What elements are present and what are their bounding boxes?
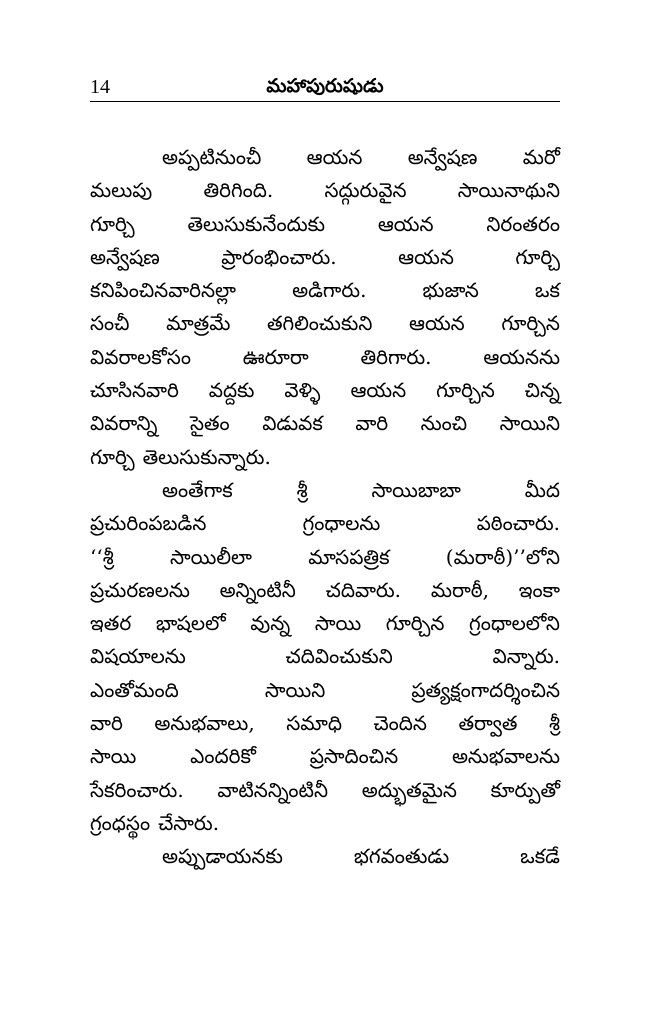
word: తగిలించుకుని bbox=[267, 311, 373, 336]
word: ఎందరికో bbox=[190, 744, 256, 769]
word: తిరిగింది. bbox=[203, 178, 274, 203]
word: శ్రీ bbox=[296, 477, 308, 502]
word: చదివించుకుని bbox=[285, 644, 393, 669]
word: గూర్చి bbox=[90, 444, 135, 469]
text-line bbox=[90, 507, 560, 540]
word: సేకరించారు. bbox=[90, 777, 184, 802]
word: విడువక bbox=[262, 411, 323, 436]
word: చెందిన bbox=[373, 711, 427, 736]
text-line bbox=[90, 341, 560, 374]
word: భాషలలో bbox=[155, 611, 226, 636]
word: ఆయన bbox=[377, 211, 434, 236]
word: భుజాన bbox=[422, 278, 479, 303]
word: ప్రచురింపబడిన bbox=[90, 511, 207, 536]
text-line bbox=[90, 541, 560, 574]
word: గ్రంధస్థం bbox=[90, 810, 151, 835]
text-line bbox=[90, 707, 560, 740]
word: వెళ్ళి bbox=[284, 378, 321, 403]
text-line bbox=[90, 441, 560, 474]
word: అన్వేషణ bbox=[407, 145, 478, 169]
word: ప్రత్యక్షంగాదర్శించిన bbox=[411, 677, 560, 702]
word: అంతేగాక bbox=[162, 477, 233, 502]
word: గ్రంధాలలోని bbox=[469, 611, 560, 636]
word: ప్రారంభించారు. bbox=[221, 244, 337, 269]
word: వాటినన్నింటినీ bbox=[217, 777, 329, 802]
text-line bbox=[90, 374, 560, 407]
word: సాయిబాబా bbox=[371, 477, 461, 502]
word: ఊరూరా bbox=[242, 344, 309, 369]
word: విన్నారు. bbox=[492, 644, 560, 669]
word: తెలుసుకునేందుకు bbox=[187, 211, 325, 236]
word: సాయి bbox=[314, 611, 362, 636]
word: తెలుసుకున్నారు. bbox=[142, 444, 271, 469]
word: మరాఠీ, bbox=[430, 577, 489, 602]
text-line bbox=[90, 307, 560, 340]
word: సాయిని bbox=[264, 677, 326, 702]
word: అన్వేషణ bbox=[90, 244, 160, 269]
word: ప్రసాదించిన bbox=[309, 744, 399, 769]
word: సైతం bbox=[189, 411, 230, 436]
word: మాసపత్రిక bbox=[308, 544, 390, 569]
body-text bbox=[90, 141, 560, 874]
word: అడిగారు. bbox=[292, 278, 367, 303]
word: ఆయన bbox=[398, 244, 454, 269]
text-line bbox=[90, 640, 560, 673]
word: మీద bbox=[524, 477, 560, 502]
word: వారి bbox=[355, 411, 389, 436]
word: (మరాఠీ)’’లోని bbox=[445, 544, 560, 569]
word: సంచీ bbox=[90, 311, 130, 336]
word: ఒకడే bbox=[520, 844, 560, 869]
word: అన్నింటినీ bbox=[219, 577, 296, 602]
word: అద్భుతమైన bbox=[361, 777, 457, 802]
word: గూర్చిన bbox=[436, 378, 495, 403]
word: పఠించారు. bbox=[476, 511, 560, 536]
word: నుంచి bbox=[420, 411, 468, 436]
word: భగవంతుడు bbox=[353, 844, 450, 869]
word: గ్రంధాలను bbox=[302, 511, 381, 536]
word: మాత్రమే bbox=[166, 311, 231, 336]
word: కనిపించినవారినల్లా bbox=[90, 278, 236, 303]
word: వివరాన్ని bbox=[90, 411, 158, 436]
word: అప్పటినుంచీ bbox=[162, 145, 262, 169]
word: సాయిలీలా bbox=[169, 544, 252, 569]
word: గూర్చిన bbox=[385, 611, 445, 636]
page-number: 14 bbox=[90, 76, 110, 98]
text-line bbox=[90, 807, 560, 840]
word: సాయినాథుని bbox=[457, 178, 560, 203]
text-line bbox=[90, 740, 560, 773]
word: వద్దకు bbox=[208, 378, 255, 403]
text-line bbox=[90, 141, 560, 174]
word: ఎంతోమంది bbox=[90, 677, 179, 702]
word: గూర్చిన bbox=[501, 311, 560, 336]
word: కూర్పుతో bbox=[490, 777, 560, 802]
word: గూర్చి bbox=[515, 244, 560, 269]
word: వివరాలకోసం bbox=[90, 344, 191, 369]
word: వున్న bbox=[250, 611, 291, 636]
word: నిరంతరం bbox=[486, 211, 560, 236]
word: చదివారు. bbox=[325, 577, 402, 602]
word: వారి bbox=[90, 711, 123, 736]
word: సద్గురువైన bbox=[324, 178, 407, 203]
word: ఆయన bbox=[408, 311, 465, 336]
word: మరో bbox=[522, 145, 560, 169]
word: ఒక bbox=[534, 278, 560, 303]
word: చిన్న bbox=[524, 378, 560, 403]
word: ఇతర bbox=[90, 611, 132, 636]
word: అప్పుడాయనకు bbox=[162, 844, 283, 869]
word: ప్రచురణలను bbox=[90, 577, 190, 602]
text-line bbox=[90, 407, 560, 440]
word: ఆయనను bbox=[483, 344, 560, 369]
word: ఇంకా bbox=[518, 577, 560, 602]
text-line bbox=[90, 607, 560, 640]
text-line bbox=[90, 774, 560, 807]
word: సాయి bbox=[90, 744, 137, 769]
word: తిరిగారు. bbox=[360, 344, 432, 369]
text-line bbox=[90, 274, 560, 307]
word: సాయిని bbox=[499, 411, 560, 436]
text-line bbox=[90, 208, 560, 241]
header-rule bbox=[90, 101, 560, 102]
word: శ్రీ bbox=[549, 711, 560, 736]
page-header bbox=[90, 72, 560, 100]
word: ఆయన bbox=[350, 378, 407, 403]
word: ఆయన bbox=[306, 145, 363, 169]
text-line bbox=[90, 174, 560, 207]
word: తర్వాత bbox=[458, 711, 518, 736]
word: సమాధి bbox=[286, 711, 342, 736]
word: అనుభవాలు, bbox=[154, 711, 255, 736]
word: అనుభవాలను bbox=[451, 744, 560, 769]
text-line bbox=[90, 241, 560, 274]
word: విషయాలను bbox=[90, 644, 186, 669]
running-title: మహాపురుషుడు bbox=[266, 75, 384, 97]
text-line bbox=[90, 574, 560, 607]
word: చూసినవారి bbox=[90, 378, 179, 403]
word: గూర్చి bbox=[90, 211, 135, 236]
word: మలుపు bbox=[90, 178, 153, 203]
word: ‘‘శ్రీ bbox=[90, 544, 114, 569]
text-line bbox=[90, 474, 560, 507]
text-line bbox=[90, 674, 560, 707]
text-line bbox=[90, 840, 560, 873]
word: చేసారు. bbox=[158, 810, 220, 835]
